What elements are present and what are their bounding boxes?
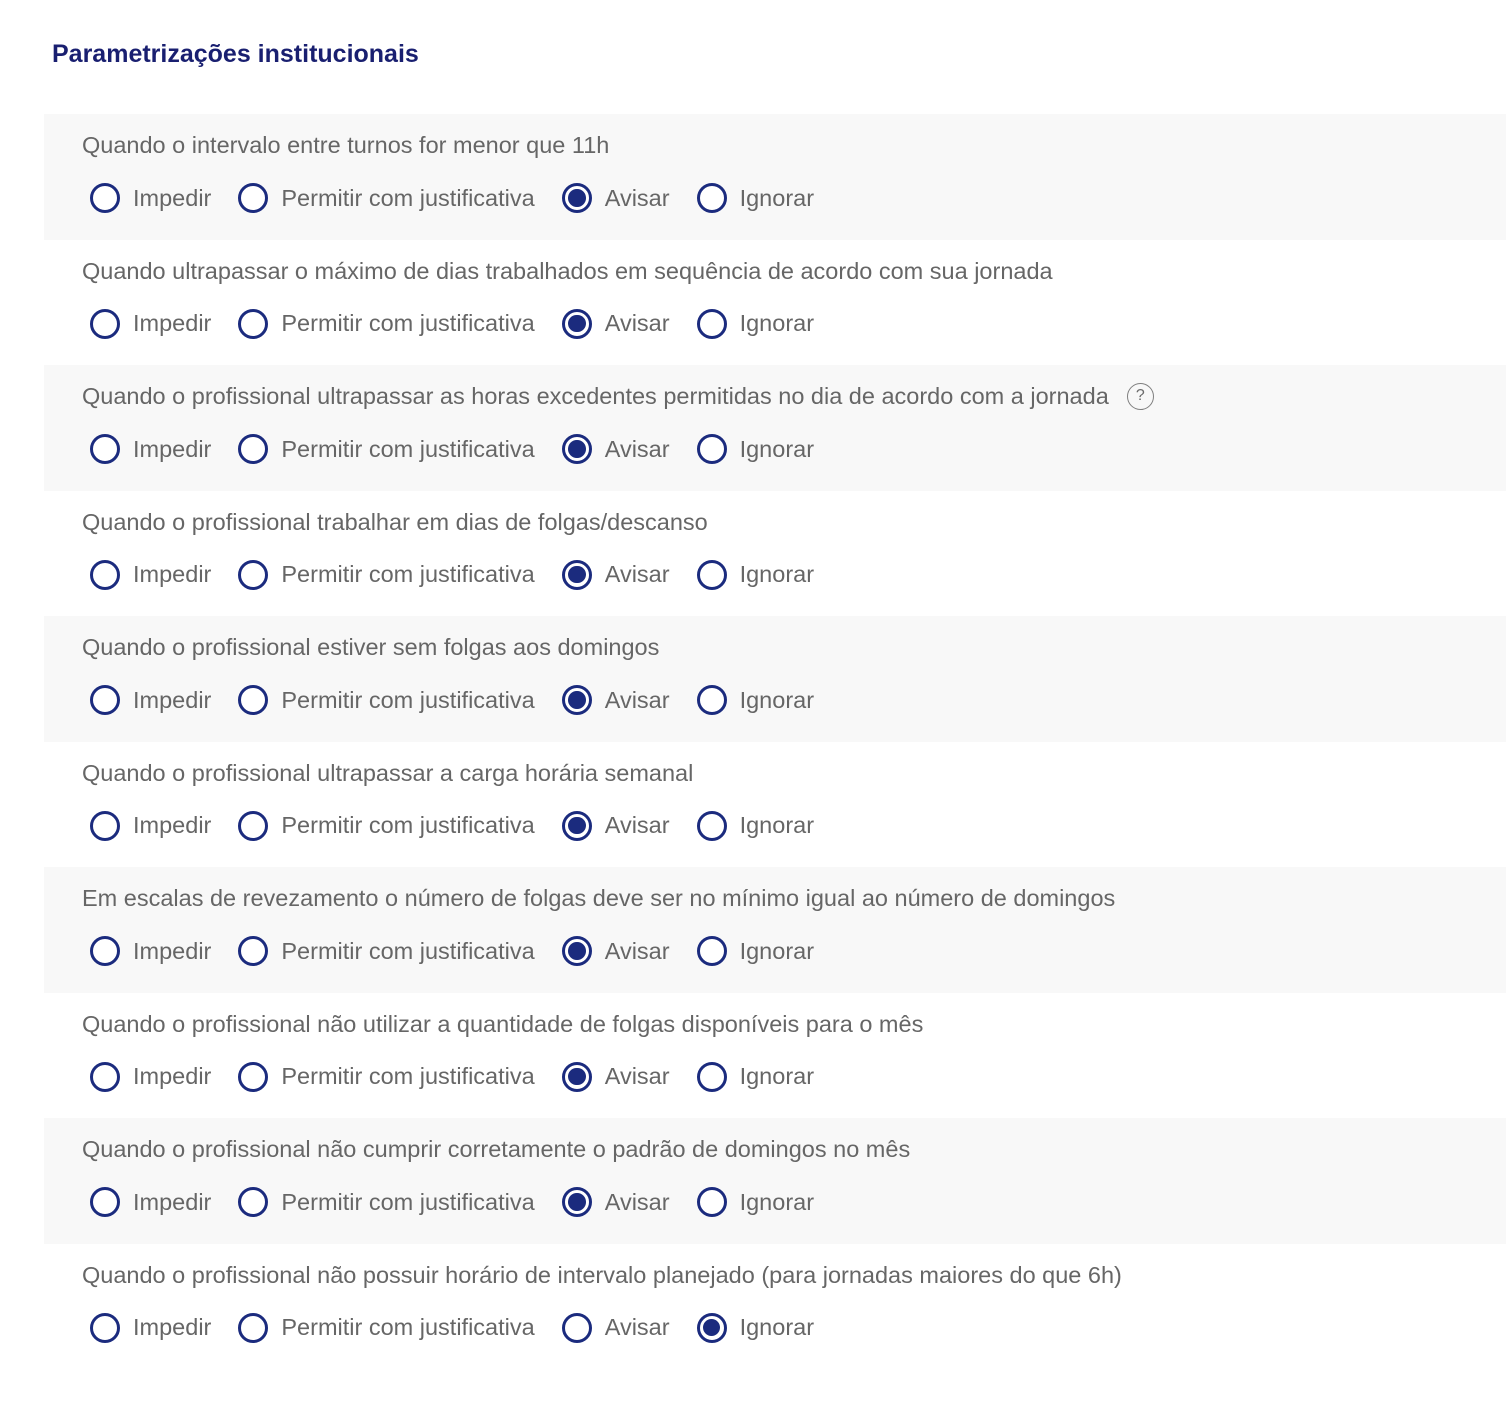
setting-question — [82, 633, 1506, 661]
setting-row — [44, 993, 1506, 1119]
radio-label: Impedir — [133, 686, 212, 713]
radio-unselected-icon — [90, 183, 120, 213]
radio-unselected-icon — [238, 434, 268, 464]
radio-unselected-icon — [90, 560, 120, 590]
radio-unselected-icon — [697, 309, 727, 339]
radio-option-permitir-com-justificativa[interactable] — [238, 183, 534, 213]
radio-label: Permitir com justificativa — [281, 1063, 535, 1089]
help-icon-glyph: ? — [1135, 387, 1145, 404]
radio-option-permitir-com-justificativa[interactable] — [238, 685, 534, 715]
radio-label: Impedir — [133, 1063, 212, 1089]
radio-label: Permitir com justificativa — [281, 686, 535, 713]
radio-label: Avisar — [604, 812, 670, 838]
radio-label: Ignorar — [739, 1188, 815, 1215]
setting-question-text: Quando o profissional ultrapassar as horas excedentes permitidas no dia de acordo com a jornada — [82, 383, 1109, 409]
radio-unselected-icon — [238, 1187, 268, 1217]
radio-label: Impedir — [133, 937, 212, 964]
radio-unselected-icon — [697, 685, 727, 715]
radio-option-ignorar[interactable] — [697, 936, 814, 966]
radio-label: Permitir com justificativa — [281, 812, 535, 838]
radio-label: Ignorar — [739, 561, 815, 587]
radio-option-impedir[interactable] — [90, 309, 211, 339]
radio-option-ignorar[interactable] — [697, 560, 814, 590]
radio-option-ignorar[interactable] — [697, 811, 814, 841]
radio-option-permitir-com-justificativa[interactable] — [238, 1313, 534, 1343]
radio-label: Permitir com justificativa — [281, 1314, 535, 1340]
radio-label: Avisar — [604, 561, 670, 587]
radio-unselected-icon — [697, 1187, 727, 1217]
radio-option-ignorar[interactable] — [697, 434, 814, 464]
radio-option-impedir[interactable] — [90, 936, 211, 966]
radio-unselected-icon — [697, 434, 727, 464]
radio-label: Impedir — [133, 1188, 212, 1215]
radio-label: Ignorar — [739, 937, 815, 964]
radio-unselected-icon — [238, 685, 268, 715]
radio-option-avisar[interactable] — [562, 434, 670, 464]
radio-unselected-icon — [90, 1313, 120, 1343]
radio-unselected-icon — [238, 183, 268, 213]
radio-unselected-icon — [238, 1313, 268, 1343]
setting-question-text: Quando o intervalo entre turnos for menor que 11h — [82, 132, 610, 158]
setting-question-text: Quando o profissional trabalhar em dias de folgas/descanso — [82, 508, 708, 535]
radio-label: Permitir com justificativa — [281, 435, 535, 462]
setting-question-text: Quando o profissional não possuir horário de intervalo planejado (para jornadas maiores do que 6h) — [82, 1261, 1122, 1288]
radio-option-permitir-com-justificativa[interactable] — [238, 1187, 534, 1217]
radio-option-permitir-com-justificativa[interactable] — [238, 811, 534, 841]
radio-selected-icon — [562, 183, 592, 213]
radio-unselected-icon — [90, 936, 120, 966]
radio-label: Ignorar — [739, 435, 815, 462]
setting-question — [82, 382, 1506, 410]
setting-row — [44, 491, 1506, 617]
radio-selected-icon — [562, 936, 592, 966]
setting-question — [82, 508, 1506, 536]
radio-label: Avisar — [604, 1314, 670, 1340]
setting-question-text: Quando o profissional estiver sem folgas aos domingos — [82, 634, 660, 660]
radio-group — [90, 309, 1506, 339]
radio-group — [90, 936, 1506, 966]
radio-option-permitir-com-justificativa[interactable] — [238, 560, 534, 590]
radio-label: Ignorar — [739, 686, 815, 713]
radio-label: Impedir — [133, 812, 212, 838]
setting-row — [44, 240, 1506, 366]
radio-option-impedir[interactable] — [90, 685, 211, 715]
radio-option-permitir-com-justificativa[interactable] — [238, 309, 534, 339]
setting-question — [82, 884, 1506, 912]
radio-option-permitir-com-justificativa[interactable] — [238, 434, 534, 464]
radio-option-avisar[interactable] — [562, 811, 670, 841]
radio-group — [90, 1187, 1506, 1217]
radio-option-avisar[interactable] — [562, 685, 670, 715]
radio-option-impedir[interactable] — [90, 1062, 211, 1092]
radio-label: Ignorar — [739, 184, 815, 211]
radio-label: Avisar — [604, 310, 670, 336]
setting-row — [44, 365, 1506, 491]
help-icon[interactable] — [1127, 383, 1154, 410]
radio-option-avisar[interactable] — [562, 183, 670, 213]
radio-label: Avisar — [604, 1063, 670, 1089]
radio-group — [90, 1313, 1506, 1343]
radio-option-impedir[interactable] — [90, 1187, 211, 1217]
radio-unselected-icon — [697, 560, 727, 590]
radio-unselected-icon — [90, 434, 120, 464]
radio-unselected-icon — [90, 1062, 120, 1092]
radio-selected-icon — [562, 434, 592, 464]
setting-question — [82, 1135, 1506, 1163]
radio-label: Permitir com justificativa — [281, 310, 535, 336]
radio-label: Impedir — [133, 435, 212, 462]
radio-unselected-icon — [238, 560, 268, 590]
setting-question — [82, 759, 1506, 787]
radio-selected-icon — [562, 309, 592, 339]
radio-option-avisar[interactable] — [562, 1187, 670, 1217]
radio-label: Avisar — [604, 1188, 670, 1215]
radio-option-ignorar[interactable] — [697, 309, 814, 339]
radio-group — [90, 811, 1506, 841]
radio-option-impedir[interactable] — [90, 183, 211, 213]
radio-unselected-icon — [90, 1187, 120, 1217]
radio-selected-icon — [562, 685, 592, 715]
radio-label: Avisar — [604, 937, 670, 964]
radio-option-avisar[interactable] — [562, 1313, 670, 1343]
radio-option-avisar[interactable] — [562, 936, 670, 966]
setting-question — [82, 257, 1506, 285]
radio-option-permitir-com-justificativa[interactable] — [238, 936, 534, 966]
radio-unselected-icon — [90, 811, 120, 841]
radio-unselected-icon — [697, 1062, 727, 1092]
setting-question — [82, 1261, 1506, 1289]
setting-question-text: Quando ultrapassar o máximo de dias trabalhados em sequência de acordo com sua jornada — [82, 257, 1053, 284]
radio-option-permitir-com-justificativa[interactable] — [238, 1062, 534, 1092]
radio-option-avisar[interactable] — [562, 560, 670, 590]
radio-label: Impedir — [133, 184, 212, 211]
radio-option-ignorar[interactable] — [697, 183, 814, 213]
radio-selected-icon — [562, 560, 592, 590]
radio-unselected-icon — [697, 936, 727, 966]
radio-selected-icon — [562, 811, 592, 841]
radio-label: Avisar — [604, 686, 670, 713]
radio-label: Avisar — [604, 184, 670, 211]
setting-question-text: Quando o profissional não utilizar a quantidade de folgas disponíveis para o mês — [82, 1010, 924, 1037]
setting-question-text: Em escalas de revezamento o número de folgas deve ser no mínimo igual ao número de domingos — [82, 885, 1116, 911]
radio-unselected-icon — [697, 183, 727, 213]
radio-label: Permitir com justificativa — [281, 561, 535, 587]
radio-label: Permitir com justificativa — [281, 184, 535, 211]
radio-group — [90, 685, 1506, 715]
radio-group — [90, 1062, 1506, 1092]
radio-label: Permitir com justificativa — [281, 937, 535, 964]
setting-question — [82, 131, 1506, 159]
radio-option-avisar[interactable] — [562, 1062, 670, 1092]
radio-label: Ignorar — [739, 812, 815, 838]
setting-question-text: Quando o profissional não cumprir corretamente o padrão de domingos no mês — [82, 1136, 911, 1162]
radio-unselected-icon — [238, 1062, 268, 1092]
setting-row — [44, 1244, 1506, 1370]
radio-unselected-icon — [90, 685, 120, 715]
radio-unselected-icon — [90, 309, 120, 339]
settings-list — [0, 114, 1506, 1369]
radio-option-ignorar[interactable] — [697, 1313, 814, 1343]
radio-selected-icon — [562, 1062, 592, 1092]
radio-selected-icon — [562, 1187, 592, 1217]
setting-row — [44, 616, 1506, 742]
setting-row — [44, 867, 1506, 993]
radio-group — [90, 183, 1506, 213]
radio-label: Permitir com justificativa — [281, 1188, 535, 1215]
radio-option-ignorar[interactable] — [697, 685, 814, 715]
radio-selected-icon — [697, 1313, 727, 1343]
radio-unselected-icon — [562, 1313, 592, 1343]
radio-label: Ignorar — [739, 310, 815, 336]
radio-group — [90, 560, 1506, 590]
radio-option-ignorar[interactable] — [697, 1187, 814, 1217]
radio-label: Ignorar — [739, 1314, 815, 1340]
page-title: Parametrizações institucionais — [52, 40, 419, 68]
setting-question-text: Quando o profissional ultrapassar a carga horária semanal — [82, 759, 694, 786]
setting-row — [44, 1118, 1506, 1244]
setting-row — [44, 742, 1506, 868]
setting-row — [44, 114, 1506, 240]
radio-group — [90, 434, 1506, 464]
radio-option-impedir[interactable] — [90, 811, 211, 841]
radio-label: Impedir — [133, 1314, 212, 1340]
radio-unselected-icon — [238, 936, 268, 966]
radio-unselected-icon — [697, 811, 727, 841]
radio-option-impedir[interactable] — [90, 560, 211, 590]
radio-option-impedir[interactable] — [90, 1313, 211, 1343]
radio-label: Impedir — [133, 310, 212, 336]
radio-option-ignorar[interactable] — [697, 1062, 814, 1092]
radio-label: Impedir — [133, 561, 212, 587]
radio-label: Avisar — [604, 435, 670, 462]
setting-question — [82, 1010, 1506, 1038]
radio-option-impedir[interactable] — [90, 434, 211, 464]
radio-label: Ignorar — [739, 1063, 815, 1089]
radio-unselected-icon — [238, 811, 268, 841]
radio-unselected-icon — [238, 309, 268, 339]
radio-option-avisar[interactable] — [562, 309, 670, 339]
